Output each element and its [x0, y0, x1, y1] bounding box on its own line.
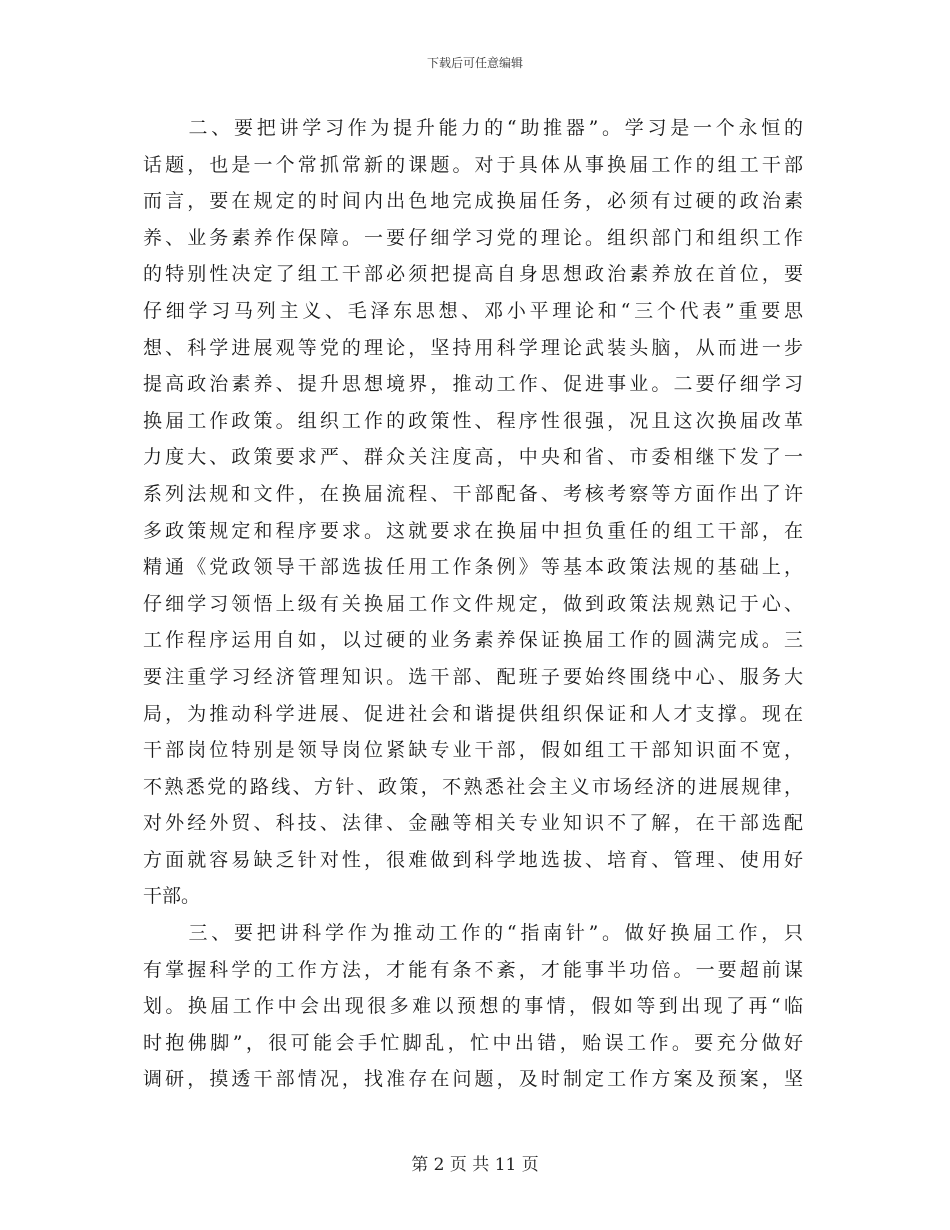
text-line: 方面就容易缺乏针对性，很难做到科学地选拔、培育、管理、使用好: [143, 848, 803, 871]
text-line: 对外经外贸、科技、法律、金融等相关专业知识不了解，在干部选配: [143, 812, 803, 835]
paragraph-3: [143, 915, 803, 1098]
text-line: 局，为推动科学进展、促进社会和谐提供组织保证和人才支撑。现在: [143, 702, 803, 725]
text-line: 不熟悉党的路线、方针、政策，不熟悉社会主义市场经济的进展规律，: [143, 775, 803, 798]
text-line: 仔细学习领悟上级有关换届工作文件规定，做到政策法规熟记于心、: [143, 592, 803, 615]
paragraph-2: [143, 110, 803, 915]
text-line: 二、要把讲学习作为提升能力的“助推器”。学习是一个永恒的: [143, 117, 803, 139]
text-line: 要注重学习经济管理知识。选干部、配班子要始终围绕中心、服务大: [143, 665, 803, 688]
text-line: 仔细学习马列主义、毛泽东思想、邓小平理论和“三个代表”重要思: [143, 299, 803, 322]
text-line: 三、要把讲科学作为推动工作的“指南针”。做好换届工作，只: [143, 922, 803, 945]
text-line: 有掌握科学的工作方法，才能有条不紊，才能事半功倍。一要超前谋: [143, 958, 803, 981]
text-line: 想、科学进展观等党的理论，坚持用科学理论武装头脑，从而进一步: [143, 336, 803, 359]
text-line: 划。换届工作中会出现很多难以预想的事情，假如等到出现了再“临: [143, 995, 803, 1018]
document-body: [143, 110, 803, 1098]
text-line: 工作程序运用自如，以过硬的业务素养保证换届工作的圆满完成。三: [143, 629, 803, 652]
text-line: 而言，要在规定的时间内出色地完成换届任务，必须有过硬的政治素: [143, 190, 803, 213]
text-line: 的特别性决定了组工干部必须把提高自身思想政治素养放在首位，要: [143, 263, 803, 286]
text-line: 话题，也是一个常抓常新的课题。对于具体从事换届工作的组工干部: [143, 153, 803, 176]
text-line: 干部。: [143, 885, 201, 908]
text-line: 时抱佛脚”，很可能会手忙脚乱，忙中出错，贻误工作。要充分做好: [143, 1031, 803, 1054]
text-line: 养、业务素养作保障。一要仔细学习党的理论。组织部门和组织工作: [143, 226, 803, 249]
text-line: 提高政治素养、提升思想境界，推动工作、促进事业。二要仔细学习: [143, 373, 803, 396]
page-footer: 第 2 页 共 11 页: [411, 1155, 539, 1175]
text-line: 系列法规和文件，在换届流程、干部配备、考核考察等方面作出了许: [143, 482, 803, 505]
text-line: 干部岗位特别是领导岗位紧缺专业干部，假如组工干部知识面不宽，: [143, 739, 803, 762]
text-line: 力度大、政策要求严、群众关注度高，中央和省、市委相继下发了一: [143, 446, 803, 469]
text-line: 精通《党政领导干部选拔任用工作条例》等基本政策法规的基础上，: [143, 556, 803, 579]
page-header: 下载后可任意编辑: [426, 56, 523, 70]
text-line: 多政策规定和程序要求。这就要求在换届中担负重任的组工干部，在: [143, 519, 803, 542]
text-line: 调研，摸透干部情况，找准存在问题，及时制定工作方案及预案，坚: [143, 1068, 803, 1091]
text-line: 换届工作政策。组织工作的政策性、程序性很强，况且这次换届改革: [143, 409, 803, 432]
